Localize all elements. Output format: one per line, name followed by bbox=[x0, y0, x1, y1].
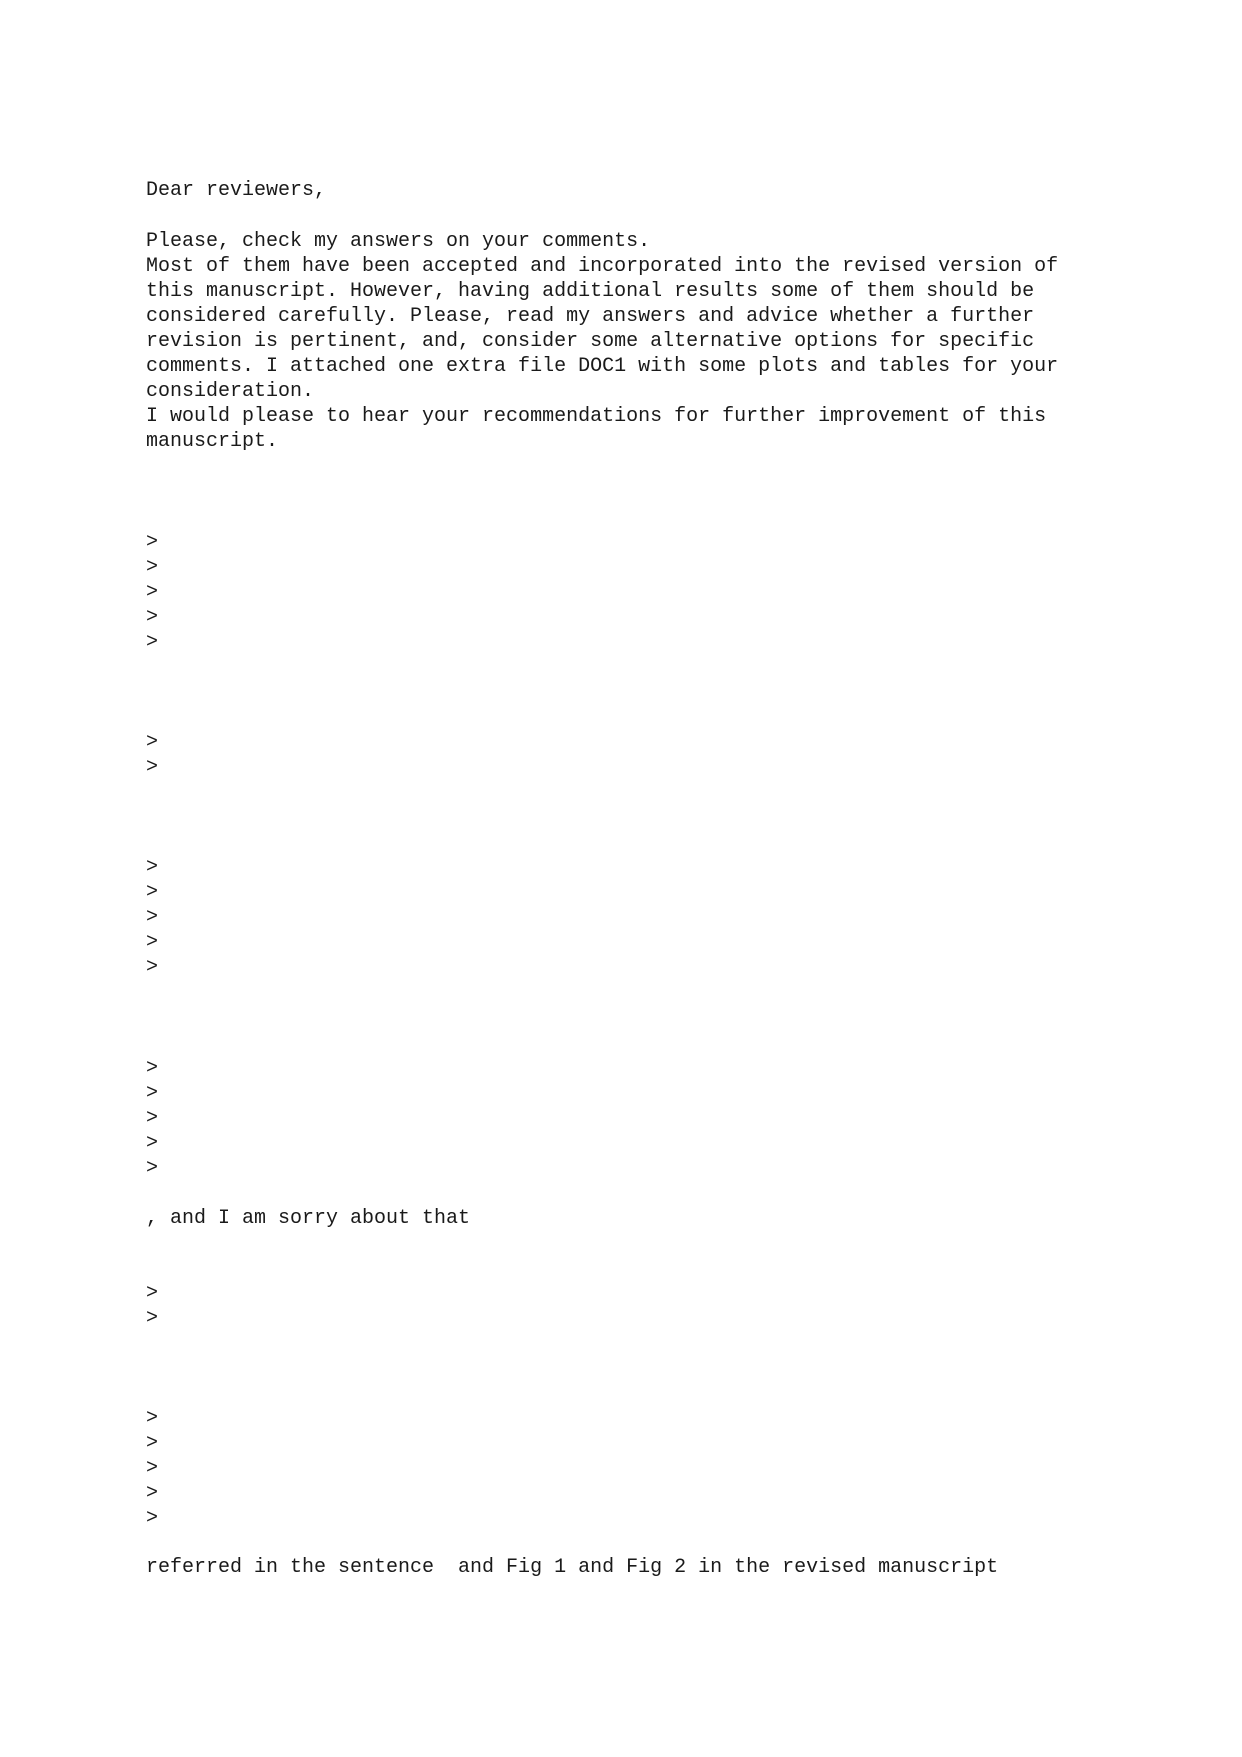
quote-marker: > bbox=[146, 631, 159, 654]
quote-marker: > bbox=[146, 1407, 159, 1430]
quote-marker: > bbox=[146, 1507, 159, 1530]
quote-marker: > bbox=[146, 1482, 159, 1505]
intro-line-5: revision is pertinent, and, consider some alternative options for specific bbox=[146, 330, 1035, 353]
quote-marker: > bbox=[146, 581, 159, 604]
quote-marker: > bbox=[146, 856, 159, 879]
intro-line-8: I would please to hear your recommendations for further improvement of this bbox=[146, 405, 1047, 428]
closing-reference-line: referred in the sentence and Fig 1 and Fig 2 in the revised manuscript bbox=[146, 1556, 999, 1579]
intro-line-9: manuscript. bbox=[146, 430, 279, 453]
quote-marker: > bbox=[146, 881, 159, 904]
quote-marker: > bbox=[146, 931, 159, 954]
quote-marker: > bbox=[146, 1307, 159, 1330]
quote-marker: > bbox=[146, 731, 159, 754]
quote-marker: > bbox=[146, 1432, 159, 1455]
apology-line: , and I am sorry about that bbox=[146, 1207, 471, 1230]
greeting: Dear reviewers, bbox=[146, 179, 327, 202]
intro-line-2: Most of them have been accepted and incorporated into the revised version of bbox=[146, 255, 1059, 278]
quote-marker: > bbox=[146, 1132, 159, 1155]
intro-line-1: Please, check my answers on your comments. bbox=[146, 230, 651, 253]
intro-line-4: considered carefully. Please, read my answers and advice whether a further bbox=[146, 305, 1035, 328]
quote-marker: > bbox=[146, 1157, 159, 1180]
quote-marker: > bbox=[146, 531, 159, 554]
intro-line-3: this manuscript. However, having additional results some of them should be bbox=[146, 280, 1035, 303]
quote-marker: > bbox=[146, 1282, 159, 1305]
quote-marker: > bbox=[146, 556, 159, 579]
intro-line-7: consideration. bbox=[146, 380, 315, 403]
quote-marker: > bbox=[146, 956, 159, 979]
quote-marker: > bbox=[146, 1057, 159, 1080]
quote-marker: > bbox=[146, 756, 159, 779]
quote-marker: > bbox=[146, 1107, 159, 1130]
quote-marker: > bbox=[146, 1457, 159, 1480]
intro-line-6: comments. I attached one extra file DOC1 with some plots and tables for your bbox=[146, 355, 1059, 378]
quote-marker: > bbox=[146, 606, 159, 629]
quote-marker: > bbox=[146, 906, 159, 929]
quote-marker: > bbox=[146, 1082, 159, 1105]
